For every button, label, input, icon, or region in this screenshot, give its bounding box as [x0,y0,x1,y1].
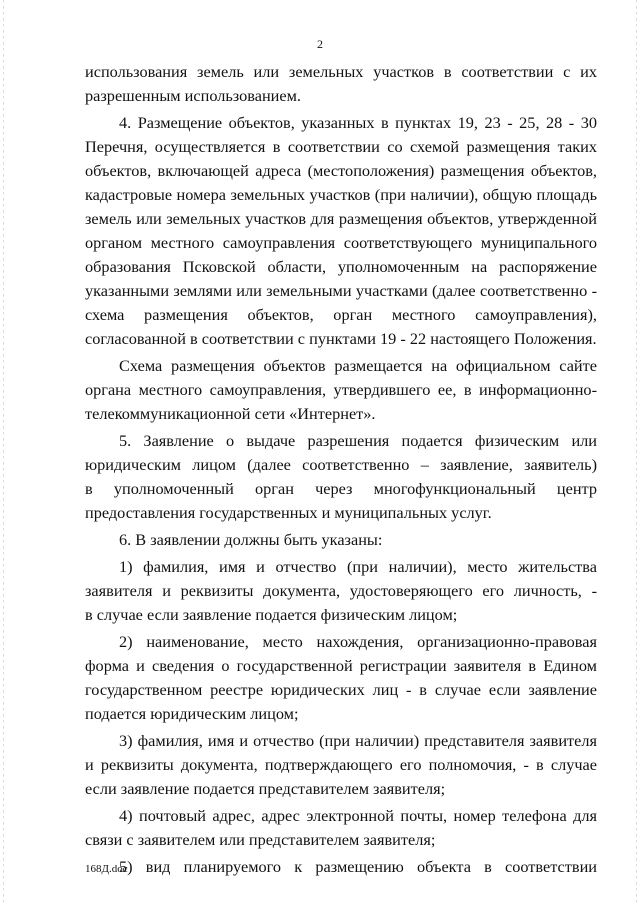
text-line: форма и сведения о государственной регистрации заявителя в Едином [85,656,597,675]
text-line: подается юридическим лицом; [85,704,299,723]
text-line: 5) вид планируемого к размещению объекта в соответствии [119,857,597,876]
text-line: в уполномоченный орган через многофункциональный центр [85,479,597,498]
page-number: 2 [317,37,323,51]
text-line: государственном реестре юридических лиц - в случае если заявление [85,680,597,699]
text-line: объектов, включающей адреса (местоположения) размещения объектов, [85,161,597,180]
text-line: предоставления государственных и муниципальных услуг. [85,503,492,522]
text-line: использования земель или земельных участков в соответствии с их [85,62,597,81]
text-line: схема размещения объектов, орган местного самоуправления), [85,305,597,324]
text-line: Схема размещения объектов размещается на официальном сайте [119,356,597,375]
scan-edge-left [3,0,4,905]
text-line: 3) фамилия, имя и отчество (при наличии) представителя заявителя [119,731,597,750]
scan-edge-right [636,0,637,905]
text-line: земель или земельных участков для размещения объектов, утвержденной [85,209,597,228]
text-line: если заявление подается представителем заявителя; [85,779,446,798]
text-line: юридическим лицом (далее соответственно – заявление, заявитель) [85,455,597,474]
text-line: и реквизиты документа, подтверждающего его полномочия, - в случае [85,755,597,774]
text-line: Перечня, осуществляется в соответствии со схемой размещения таких [85,137,597,156]
text-line: 5. Заявление о выдаче разрешения подается физическим или [119,431,597,450]
text-line: разрешенным использованием. [85,86,301,105]
text-line: заявителя и реквизиты документа, удостоверяющего его личность, - [85,581,597,600]
text-line: указанными землями или земельными участками (далее соответственно - [85,281,597,300]
text-line: 6. В заявлении должны быть указаны: [119,530,383,549]
text-line: телекоммуникационной сети «Интернет». [85,404,376,423]
footer-filename: 168Д.doc [85,863,128,875]
text-line: 4. Размещение объектов, указанных в пунктах 19, 23 - 25, 28 - 30 [119,113,597,132]
text-line: 2) наименование, место нахождения, организационно-правовая [119,632,597,651]
text-line: в случае если заявление подается физическим лицом; [85,605,458,624]
text-line: 4) почтовый адрес, адрес электронной почты, номер телефона для [119,806,597,825]
text-line: образования Псковской области, уполномоченным на распоряжение [85,257,597,276]
text-line: кадастровые номера земельных участков (при наличии), общую площадь [85,185,597,204]
text-line: связи с заявителем или представителем заявителя; [85,830,436,849]
text-line: органом местного самоуправления соответствующего муниципального [85,233,597,252]
text-line: согласованной в соответствии с пунктами 19 - 22 настоящего Положения. [85,329,597,348]
text-line: 1) фамилия, имя и отчество (при наличии), место жительства [119,557,597,576]
text-line: органа местного самоуправления, утвердившего ее, в информационно- [85,380,597,399]
